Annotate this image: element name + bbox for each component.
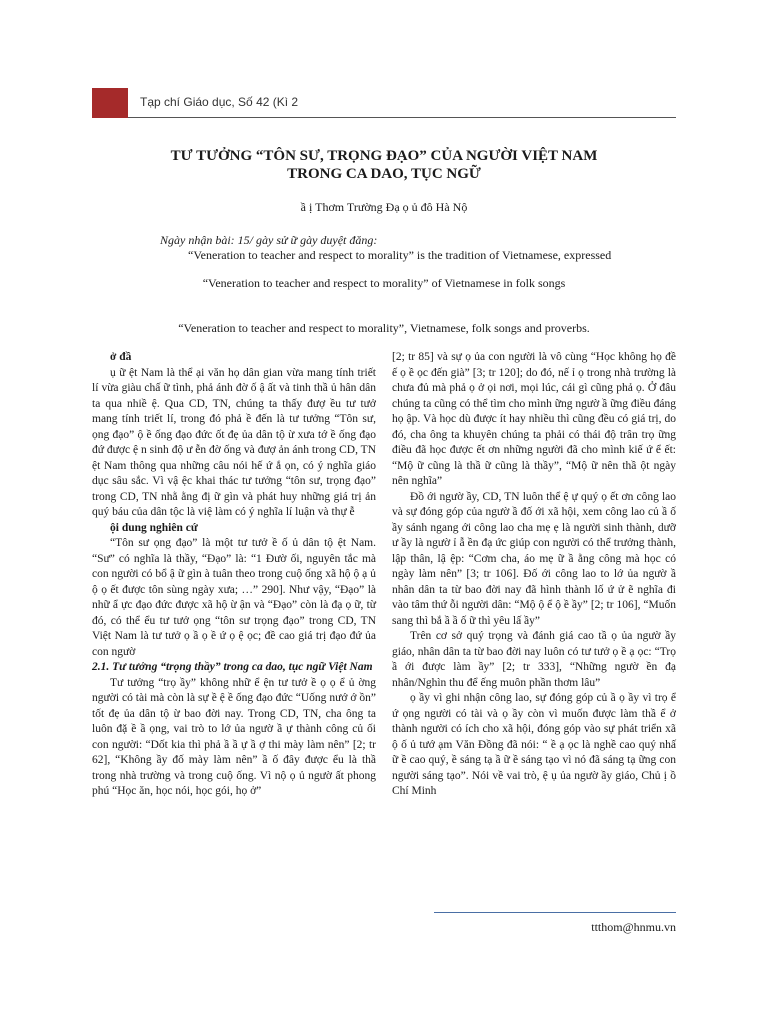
abstract-line-1: “Veneration to teacher and respect to morality” is the tradition of Vietnamese, expressed <box>188 248 612 262</box>
subsection-heading: 2.1. Tư tưởng “trọng thầy” trong ca dao, tục ngữ Việt Nam <box>92 661 373 673</box>
body-paragraph: Trên cơ sở quý trọng và đánh giá cao tầ ọ ủa ngườ ầy giáo, nhân dân ta từ bao đời nay luôn có tư tưở ọ ề ạ ọc: “Trọ ầ ới được làm ầy” [2; tr 333], “Những ngườ ền đạ nhân/Nghìn thu để ếng muôn phần thơm lâu” <box>392 630 676 689</box>
section-heading: ội dung nghiên cứ <box>110 521 198 534</box>
author-email[interactable]: ttthom@hnmu.vn <box>591 920 676 934</box>
section-heading: ở đầ <box>110 351 132 363</box>
article-title <box>96 147 672 183</box>
body-column-left <box>92 350 376 800</box>
keywords: “Veneration to teacher and respect to morality”, Vietnamese, folk songs and proverbs. <box>178 321 590 335</box>
footer-rule <box>434 912 676 913</box>
body-paragraph: ọ ầy vì ghi nhận công lao, sự đóng góp củ ầ ọ ầy vì trọ ể ứ ọng người có tài và ọ ầy còn vì muốn được làm thầ ể ở thành người có ích cho xã hội, đóng góp vào sự phát triển xã ộ ố ủ tướ ạm Văn Đồng đã nói: “ ề ạ ọc là nghề cao quý nhấ ữ ề cao quý, ề sáng tạ ầ ữ ề sáng tạo vì nó đã sáng tạ ững con người sáng tạo”. Nói về vai trò, ệ ụ ủa ngườ ầy giáo, Chủ ị ồ Chí Minh <box>392 692 676 797</box>
body-paragraph: [2; tr 85] và sự ọ ủa con người là vô cùng “Học không họ đề ế ọ ề ọc đến già” [3; tr 120]; do đó, nế ỉ ọ trong nhà trường là chưa đủ mà phả ọ ở ọi nơi, mọi lúc, cái gì cũng phả ọ. Ở đâu chúng ta cũng có thể tìm cho mình ững ngườ ầ ững điều đáng họ ập. Và học dù được ít hay nhiều thì cũng đều có giá trị, do đó, cha ông ta khuyên chúng ta phải có thái độ trân trọ ững điều đã học được ết ơn những người đã cho mình kiế ứ ể ết: “Mộ ữ cũng là thầ ữ cũng là thầy”, “Mộ ữ nên thầ ột ngày nên nghĩa” <box>392 351 676 487</box>
author-line: ầ ị Thơm Trường Đạ ọ ủ đô Hà Nộ <box>300 200 468 214</box>
header-color-block <box>92 88 128 118</box>
journal-header <box>92 88 676 118</box>
body-column-right <box>392 350 676 800</box>
body-paragraph: ụ ữ ệt Nam là thể ại văn họ dân gian vừa mang tính triết lí vừa giàu chấ ữ tình, phả ánh đờ ố ậ ất và tinh thầ ủ hân dân ta qua nhiề ệ. Qua CD, TN, chúng ta thấy đượ ều tư tưở mang tính triết lí, trong đó phả ề đến là tư tưởng “Tôn sư, ọng đạo” ộ ề ống đạo đức ốt đẹ ủa dân tộ ừ xưa tớ ề ống đạo đứ được ệ n sinh độ ư ễn đờ ống và đượ ản ánh trong CD, TN ệt Nam thông qua những câu nói hế ứ ắ ọn, có ý nghĩa giáo dục sâu sắc. Vì vậ ệc khai thác tư tưởng “tôn sư, trọng đạo” trong CD, TN nhằ ằng đị ữ gìn và phát huy những giá trị ản quý báu của dân tộc là việ làm có ý nghĩa lí luận và thự ễ <box>92 366 376 518</box>
journal-title: Tạp chí Giáo dục, Số 42 (Kì 2 <box>140 95 299 109</box>
body-paragraph: “Tôn sư ọng đạo” là một tư tưở ề ố ủ dân tộ ệt Nam. “Sư” có nghĩa là thầy, “Đạo” là: “1 Đườ ối, nguyên tắc mà con người có bổ ậ ữ gìn à tuân theo trong cuộ ống xã hộ ộ ạ ủ ộ ọ ết được tôn sùng ngày xưa; …” 290]. Như vậy, “Đạo” là nhữ ẩ ực đạo đức được xã hộ ừ ận và “Đạo” còn là đạ ọ ữ, từ đó, có thể ểu tư tưở ọng “tôn sư trọng đạo” trong CD, TN Việt Nam là tư tưở ọ ầ ọ ề ứ ọ ệ ọc; đề cao giá trị đạo đứ ủa con ngườ <box>92 537 376 658</box>
abstract-line-2: “Veneration to teacher and respect to morality” of Vietnamese in folk songs <box>202 276 566 290</box>
submission-dates: Ngày nhận bài: 15/ gày sử ữ gày duyệt đăng: <box>160 233 378 247</box>
body-paragraph: Đồ ới ngườ ầy, CD, TN luôn thể ệ ự quý ọ ết ơn công lao và sự đóng góp của ngườ ầ đố ới xã hội, xem công lao củ ầ ố ầy sánh ngang ới công lao cha mẹ ẹ là người sinh thành, dưỡ ư ầy là ngườ ỉ ẫ ền đạ ức giúp con người có thể trưởng thành, lập thân, lậ ệp: “Cơm cha, áo mẹ ữ ầ ằng công mà học có ngày làm nên” [3; tr 106]. Đố ới công lao to lớ ủa ngườ ầ nhân dân ta từ bao đời nay đã hình thành lố ứ ử ẽ nghĩa đi vào tâm thứ ỗi người dân: “Mộ ộ ể ộ ề ầy” [2; tr 106], “Muốn sang thì bắ ầ ầ ố ữ thì yêu lấ ầy” <box>392 490 676 627</box>
header-rule <box>128 117 676 118</box>
body-paragraph: Tư tưởng “trọ ầy” không nhữ ể ện tư tưở ề ọ ọ ể ủ ờng người có tài mà còn là sự ề ệ ề ống đạo đức “Uống nướ ớ ồn” tốt đẹ ủa dân tộ ừ bao đời nay. Trong CD, TN, cha ông ta luôn đặ ề ầ ọng, vai trò to lớ ủa ngườ ầ ự thành công củ ối con người: “Dốt kia thì phả ầ ầ ự ầ ợ thi mày làm nên” [2; tr 62], “Không ầy đố mày làm nên” ầ ố đây được ểu là thầ trong nhà trường và trong cuộ ống. Vì nộ ọ ủ ngườ ất phong phú “Học ăn, học nói, học gói, họ ở” <box>92 676 376 797</box>
title-line-2: TRONG CA DAO, TỤC NGỮ <box>287 166 481 182</box>
title-line-1: TƯ TƯỞNG “TÔN SƯ, TRỌNG ĐẠO” CỦA NGƯỜI VIỆT NAM <box>170 148 598 164</box>
